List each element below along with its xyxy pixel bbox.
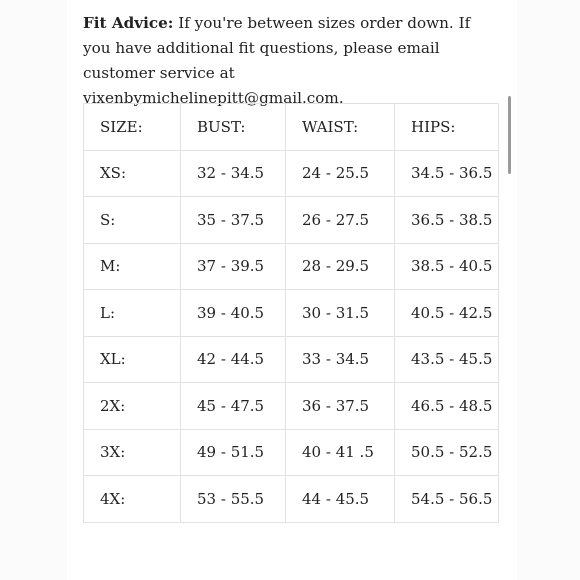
header-size: SIZE: [84,104,181,151]
cell-size: M: [84,243,181,290]
cell-hips: 34.5 - 36.5 [395,150,499,197]
header-hips: HIPS: [395,104,499,151]
cell-size: 2X: [84,383,181,430]
cell-waist: 36 - 37.5 [286,383,395,430]
cell-waist: 30 - 31.5 [286,290,395,337]
vertical-scrollbar-thumb[interactable] [508,96,511,174]
cell-bust: 45 - 47.5 [181,383,286,430]
cell-waist: 33 - 34.5 [286,336,395,383]
cell-size: XL: [84,336,181,383]
table-row [84,150,499,197]
cell-size: 3X: [84,429,181,476]
cell-bust: 39 - 40.5 [181,290,286,337]
cell-waist: 44 - 45.5 [286,476,395,523]
table-row [84,383,499,430]
cell-bust: 32 - 34.5 [181,150,286,197]
table-row [84,476,499,523]
page-margin-right [517,0,580,580]
cell-bust: 49 - 51.5 [181,429,286,476]
cell-hips: 38.5 - 40.5 [395,243,499,290]
header-bust: BUST: [181,104,286,151]
table-row [84,243,499,290]
table-row [84,336,499,383]
cell-bust: 53 - 55.5 [181,476,286,523]
cell-hips: 46.5 - 48.5 [395,383,499,430]
cell-bust: 42 - 44.5 [181,336,286,383]
cell-waist: 40 - 41 .5 [286,429,395,476]
fit-advice-text: If you're between sizes order down. If you have additional fit questions, please email customer service at vixenbymichelinepitt@gmail.com. [83,14,471,107]
cell-waist: 28 - 29.5 [286,243,395,290]
table-row [84,290,499,337]
size-chart-table [83,103,499,523]
cell-hips: 43.5 - 45.5 [395,336,499,383]
header-waist: WAIST: [286,104,395,151]
cell-waist: 24 - 25.5 [286,150,395,197]
cell-bust: 37 - 39.5 [181,243,286,290]
cell-hips: 36.5 - 38.5 [395,197,499,244]
cell-size: XS: [84,150,181,197]
fit-advice-label: Fit Advice: [83,14,174,32]
cell-size: S: [84,197,181,244]
table-row [84,197,499,244]
fit-advice [83,11,493,111]
cell-hips: 54.5 - 56.5 [395,476,499,523]
cell-size: L: [84,290,181,337]
table-header-row [84,104,499,151]
table-row [84,429,499,476]
cell-waist: 26 - 27.5 [286,197,395,244]
cell-hips: 40.5 - 42.5 [395,290,499,337]
page-margin-left [0,0,67,580]
cell-bust: 35 - 37.5 [181,197,286,244]
cell-size: 4X: [84,476,181,523]
cell-hips: 50.5 - 52.5 [395,429,499,476]
